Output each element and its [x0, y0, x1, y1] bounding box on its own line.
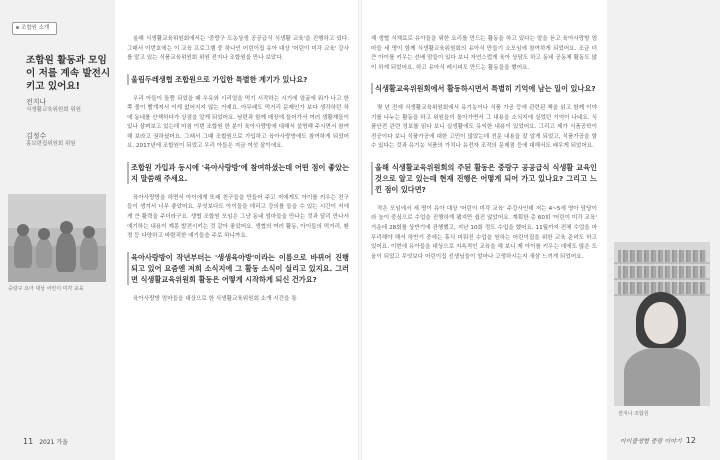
- page-number-right: [620, 436, 696, 445]
- bullet-icon: [16, 26, 19, 29]
- writer-title: 홍보편집위원회 위원: [26, 141, 76, 147]
- article-headline: 조합원 활동과 모임이 저를 계속 발전시키고 있어요!: [26, 55, 111, 92]
- page-number-left: [23, 437, 68, 446]
- interviewee-credit: [26, 98, 112, 114]
- photo-caption-left: 중랑구 요아 대상 어린이 미각 교육: [8, 286, 84, 292]
- photo-caption-right: 전지나 조합원: [618, 411, 649, 417]
- question-5: 올해 식생활교육위원회의 주된 활동은 중랑구 공공급식 식생활 교육인 것으로 알고 있는데 현재 진행은 어떻게 되어 가고 있나요? 그리고 느낀 점이 있다면?: [371, 162, 597, 195]
- class-photo: [8, 194, 106, 282]
- answer-paragraph: 해 생협 식재료로 유아들을 위한 요리를 만드는 활동을 하고 있다는 말을 듣고 육아사랑방 엄마들 세 명이 함께 식생활교육위원회의 유아식 만들기 소모임에 참여하게 되었어요. 조금 더 큰 아이를 키우는 선배 맘들이 있다 보니 자연스럽게 육아 상담도 하고 동네 공동체 활동도 많이 하게 되었어요. 하고 유아식 레시피도 만드는 활동들을 했어요.: [371, 36, 597, 71]
- section-tag: [12, 22, 57, 35]
- writer-name: 김정수: [26, 132, 47, 140]
- answer-paragraph: 육아사랑방 엄마들을 대상으로 한 식생활교육위원회 소개 시간을 통: [133, 295, 297, 302]
- left-sidebar: [0, 0, 115, 460]
- page-gutter: [358, 0, 362, 460]
- page-number: 11: [23, 437, 34, 446]
- intro-paragraph: 올해 식생활교육위원회에서는 '중랑구 도농상생 공공급식 식생활 교육'을 진행하고 있다. 그래서 이번호에는 이 교육 프로그램 중 하나인 어린이집 유아 대상 '어린이 미각 교육' 강사를 맡고 있는 식품교육위원회 위원 전지나 조합원을 만나 보았다.: [127, 36, 349, 62]
- question-1: 울림두레생협 조합원으로 가입한 특별한 계기가 있나요?: [127, 74, 349, 85]
- answer-paragraph: 육아사랑방을 하면서 아이에게 또래 친구들을 만들어 주고 저에게도 아이를 키우는 친구들이 생겨서 너무 좋았어요. 무엇보다도 아이들을 데리고 강의를 들을 수 있는 시간이 저에게 큰 활력을 주더라구요. 생협 조합원 모임은 그냥 동네 엄마들을 만나는 것과 달리 만나서 얘기하는 내용이 계몽 발전시키는 것 같아 좋았어요. 생협의 여러 활동, 아이들의 먹거리, 환경 등 다양하고 바람직한 얘기들을 주로 하니까요.: [127, 194, 349, 240]
- column-1: [127, 35, 349, 304]
- magazine-name: 아이쿱생협 중랑 이야기: [620, 438, 682, 445]
- writer-credit: [26, 132, 112, 148]
- answer-paragraph: 우리 아들이 돌쯤 되었을 때 우유와 시리얼을 먹기 시작하는 시기에 얼굴에 뭐가 나고 한쪽 볼이 빨개져서 이게 없어지지 않는 거예요. 아무래도 먹거리 문제인가 보다 생각하던 차에 동네를 산책하다가 상점을 알게 되었어요. 남편과 함께 매장에 들어가서 여러 생활재들이 있나 살펴보고 있는데 마침 이번 조합원 한 분이 육아사랑방에 대해서 설명해 주시면서 참여해 보라고 권하셨어요. 그래서 그때 조합원으로 가입하고 육아사랑방에도 참여하게 되었어요. 2017년에 조합원이 되었고 우리 아들은 지금 여섯 살이에요.: [127, 95, 349, 150]
- right-sidebar: [607, 0, 720, 460]
- interviewee-portrait: [614, 242, 710, 406]
- answer-paragraph: 몇 년 전에 식생활교육위원회에서 유기농이나 식품 가공 등에 관련된 책을 읽고 함께 이야기를 나누는 활동을 하고 위원들이 돌아가면서 그 내용을 소식지에 실었던 기억이 나네요. 식품안전 관련 정보를 읽다 보니 실생활에도 유익한 내용이 있었어요. 그리고 제가 식품공학이 전공이다 보니 식품가공에 대한 고민이 많았는데 전문 내용을 잘 알게 되었고, 식품가공을 할 수 있다는 것과 유기농 식품의 가치나 유전자 조작의 문제점 등에 대해서도 배우게 되었어요.: [371, 105, 597, 150]
- section-tag-label: 조합원 소개: [21, 25, 50, 31]
- page-number: 12: [685, 436, 696, 445]
- question-2: 조합원 가입과 동시에 '육아사랑방'에 참여하셨는데 어떤 점이 좋았는지 말씀해 주세요.: [127, 162, 349, 184]
- interviewee-name: 전지나: [26, 98, 47, 106]
- question-4: 식생활교육위원회에서 활동하시면서 특별히 기억에 남는 일이 있나요?: [371, 83, 597, 94]
- answer-paragraph: 작은 모임에서 세 명이 유아 대상 '어린이 미각 교육' 주강사인데 저는 4~5세 영아 담당이라 놀이 중심으로 수업을 진행하게 됐지만 쉽진 않았어요. 계획한 총 60회 '어린이 미각 교육' 가운데 28회를 상반기에 진행했고, 지난 10회 정도 수업을 했어요. 11월까지 전체 수업을 마무리해야 해서 하반기 중에는 휴식 미뤄진 수업을 원하는 어린이집을 위한 교육 준비도 하고 있어요. 이번에 유아들을 대상으로 지속적인 교육을 해 보니 제 아이를 키우는 데에도 많은 도움이 되었고 무엇보다 어린이집 선생님들이 얼마나 고생하시는지 새삼 느끼게 되었어요.: [371, 205, 597, 260]
- column-2: [371, 35, 597, 262]
- question-3: 육아사랑방이 작년부터는 '생생육아방'이라는 이름으로 바뀌어 진행되고 있어 요즘엔 저희 소식지에 그 활동 소식이 실리고 있지요. 그러면 식생활교육위원회 활동은 어떻게 시작하게 되신 건가요?: [127, 252, 349, 285]
- interviewee-title: 식생활교육위원회 위원: [26, 107, 81, 113]
- issue-label: 2021 가을: [39, 439, 68, 446]
